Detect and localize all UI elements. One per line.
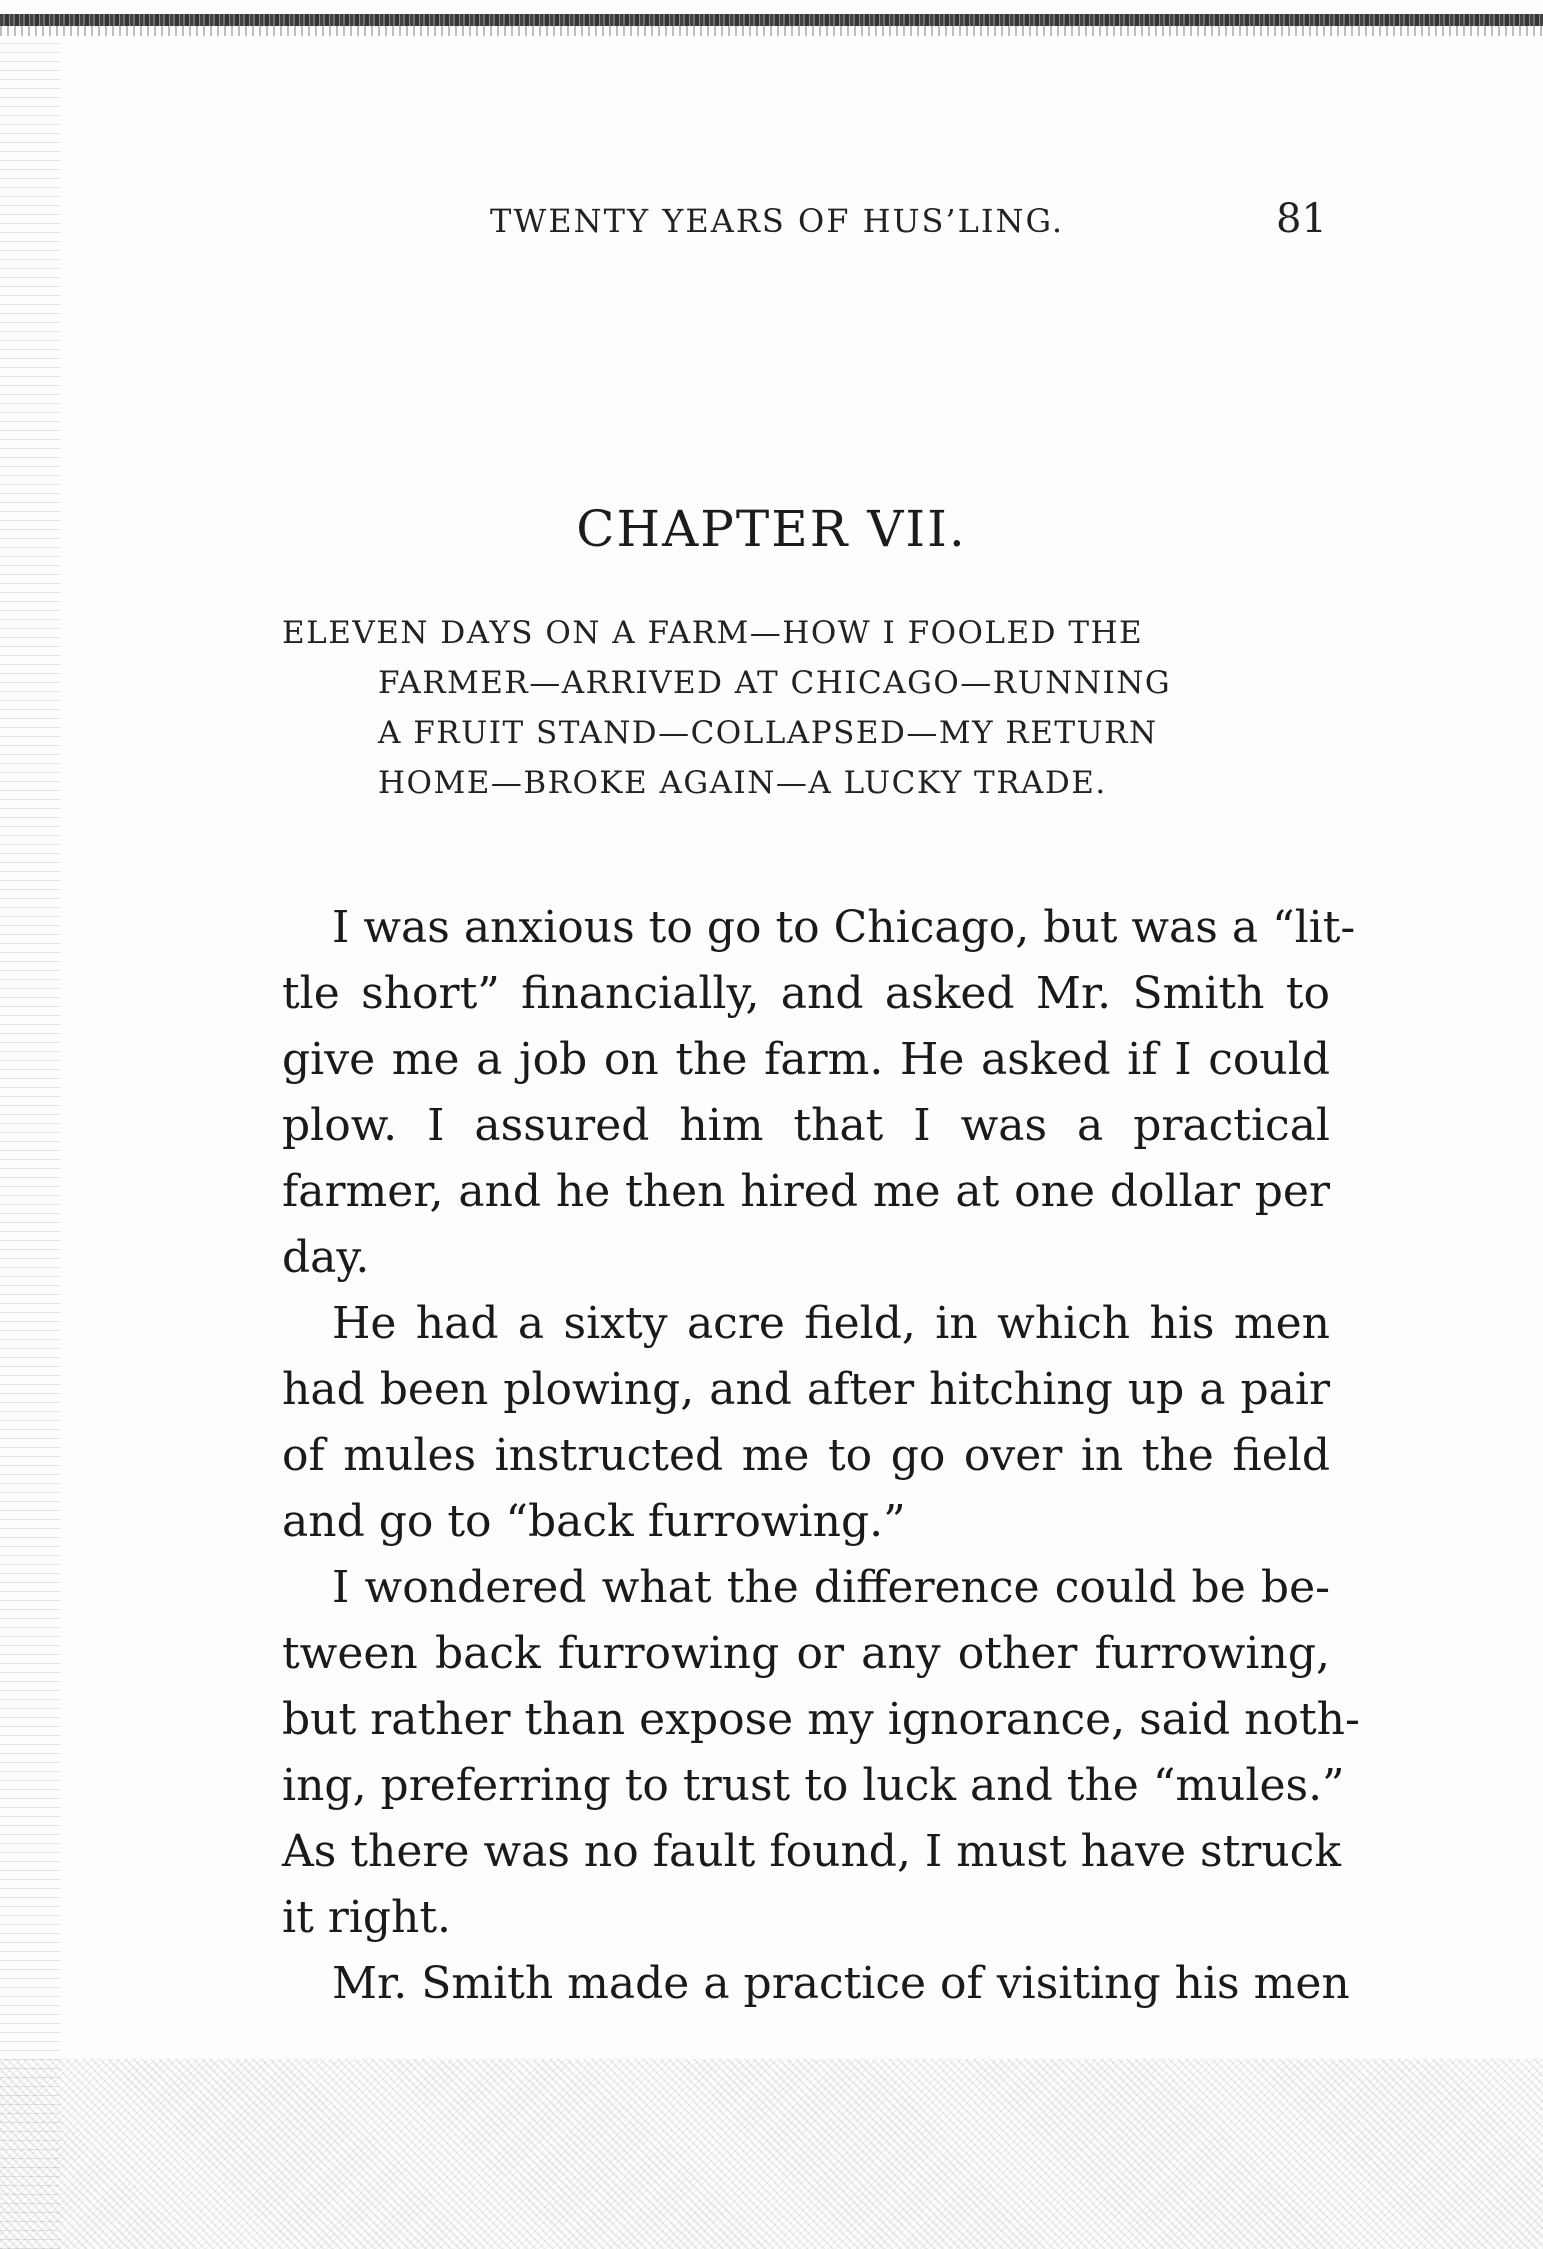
text-line: give me a job on the farm. He asked if I could [282, 1034, 1330, 1085]
text-line: tween back furrowing or any other furrowing, [282, 1628, 1330, 1679]
text-line: and go to “back furrowing.” [282, 1496, 906, 1547]
text-line: He had a sixty acre field, in which his men [332, 1298, 1330, 1349]
scan-top-border-shadow [0, 26, 1543, 36]
text-line: Mr. Smith made a practice of visiting his men [332, 1958, 1350, 2009]
text-line: it right. [282, 1892, 452, 1943]
text-line: plow. I assured him that I was a practical [282, 1100, 1330, 1151]
text-line: had been plowing, and after hitching up a pair [282, 1364, 1330, 1415]
text-line: tle short” financially, and asked Mr. Smith to [282, 968, 1330, 1019]
text-line: I wondered what the difference could be be- [332, 1562, 1330, 1613]
text-line: I was anxious to go to Chicago, but was a “lit- [332, 902, 1356, 953]
chapter-title: CHAPTER VII. [576, 500, 967, 558]
text-line: farmer, and he then hired me at one dollar per [282, 1166, 1330, 1217]
scan-top-border [0, 14, 1543, 26]
page-number: 81 [1276, 196, 1327, 242]
body-text [282, 895, 1360, 2017]
text-line: As there was no fault found, I must have struck [282, 1826, 1341, 1877]
running-head: TWENTY YEARS OF HUS’LING. [490, 202, 1065, 240]
text-line: of mules instructed me to go over in the field [282, 1430, 1330, 1481]
scan-left-edge [0, 36, 60, 2249]
summary-line: HOME—BROKE AGAIN—A LUCKY TRADE. [378, 765, 1107, 801]
summary-line: A FRUIT STAND—COLLAPSED—MY RETURN [378, 715, 1158, 751]
text-line: ing, preferring to trust to luck and the “mules.” [282, 1760, 1345, 1811]
summary-line: FARMER—ARRIVED AT CHICAGO—RUNNING [378, 665, 1172, 701]
text-line: day. [282, 1232, 370, 1283]
scan-bottom-noise [0, 2059, 1543, 2249]
text-line: but rather than expose my ignorance, said noth- [282, 1694, 1360, 1745]
summary-line: ELEVEN DAYS ON A FARM—HOW I FOOLED THE [282, 615, 1144, 651]
chapter-summary [282, 608, 1322, 808]
